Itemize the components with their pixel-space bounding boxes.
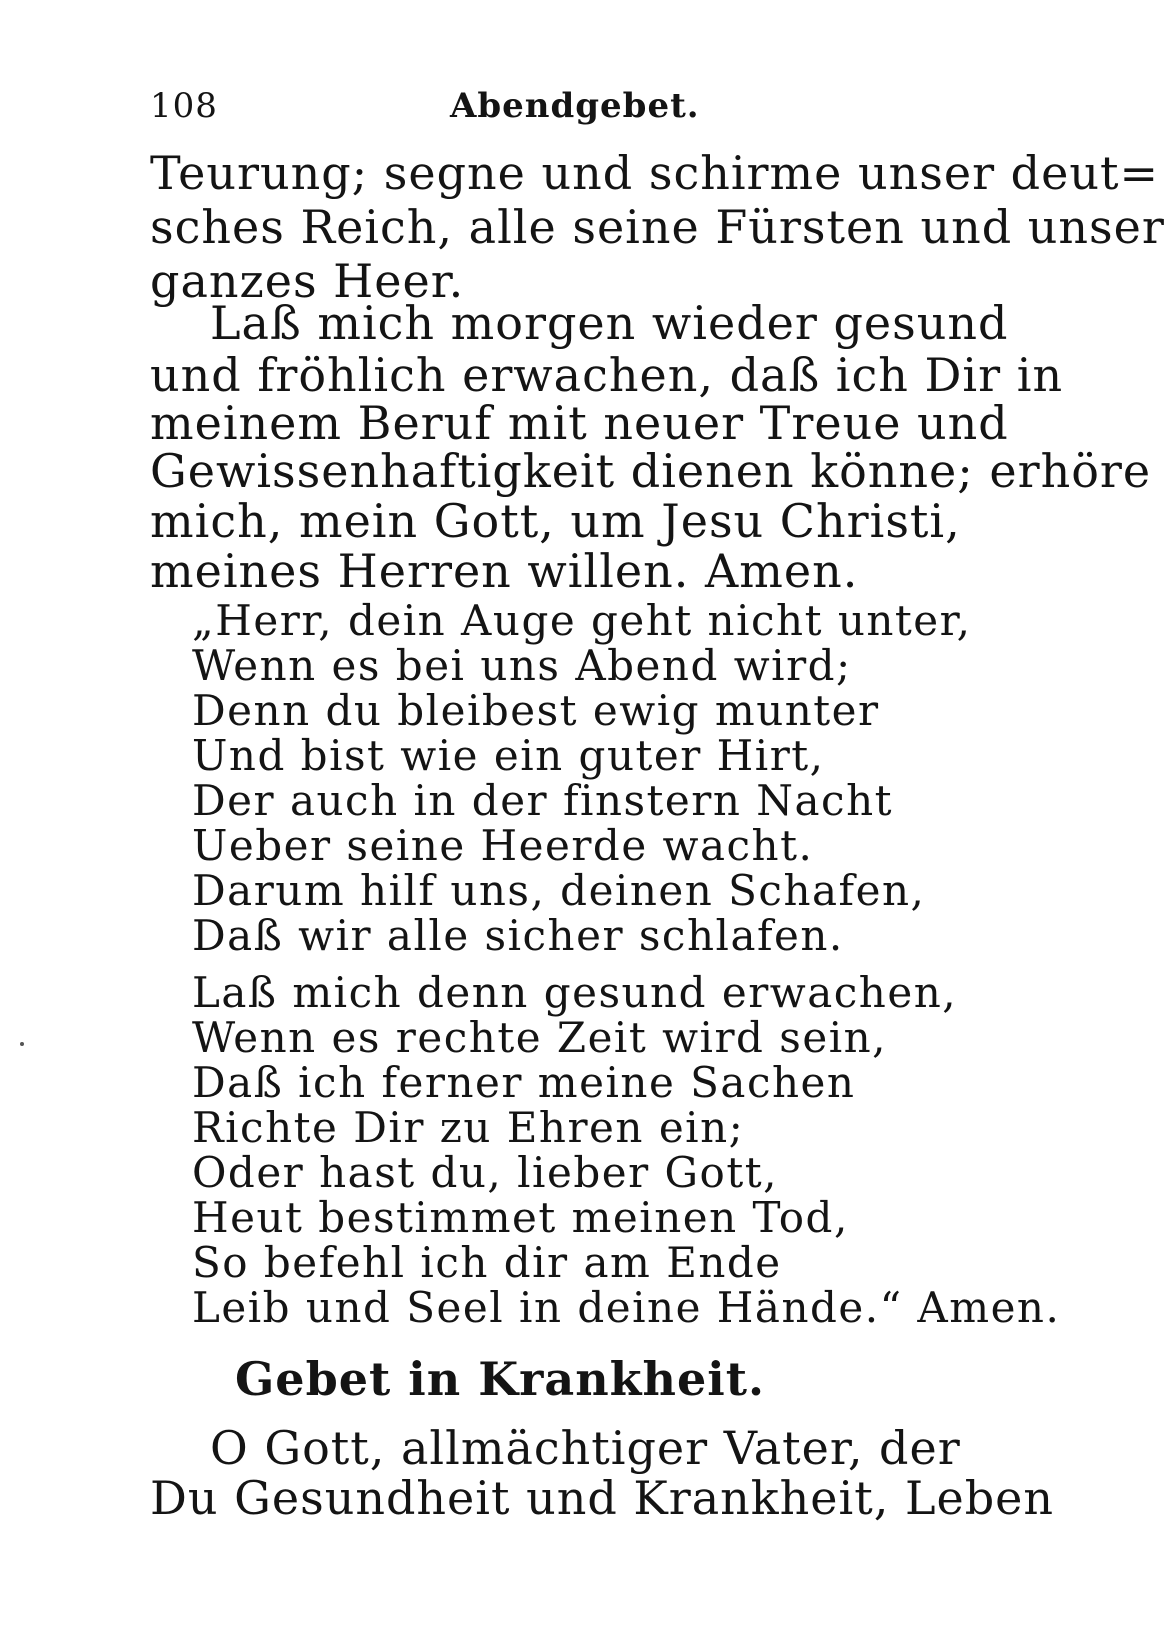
- page-number: 108: [150, 86, 218, 126]
- prose-line: Du Gesundheit und Krankheit, Leben: [150, 1471, 1055, 1525]
- margin-speck: [20, 1042, 24, 1046]
- prose-line: O Gott, allmächtiger Vater, der: [210, 1421, 961, 1475]
- verse-line: Daß wir alle sicher schlafen.: [192, 911, 844, 960]
- verse-line: Leib und Seel in deine Hände.“ Amen.: [192, 1283, 1061, 1332]
- prose-line: Gewissenhaftigkeit dienen könne; erhöre: [150, 444, 1152, 498]
- verse-line: Wenn es rechte Zeit wird sein,: [192, 1013, 888, 1062]
- verse-line: Denn du bleibest ewig munter: [192, 686, 880, 735]
- verse-line: Der auch in der finstern Nacht: [192, 776, 894, 825]
- verse-line: Daß ich ferner meine Sachen: [192, 1058, 856, 1107]
- verse-line: Darum hilf uns, deinen Schafen,: [192, 866, 926, 915]
- prose-line: meines Herren willen. Amen.: [150, 544, 859, 598]
- prose-line: ganzes Heer.: [150, 254, 465, 308]
- verse-line: Wenn es bei uns Abend wird;: [192, 641, 852, 690]
- prose-line: meinem Beruf mit neuer Treue und: [150, 396, 1009, 450]
- verse-line: Laß mich denn gesund erwachen,: [192, 968, 958, 1017]
- verse-line: Oder hast du, lieber Gott,: [192, 1148, 778, 1197]
- verse-line: So befehl ich dir am Ende: [192, 1238, 782, 1287]
- verse-line: „Herr, dein Auge geht nicht unter,: [192, 596, 972, 645]
- verse-line: Richte Dir zu Ehren ein;: [192, 1103, 745, 1152]
- verse-line: Und bist wie ein guter Hirt,: [192, 731, 825, 780]
- running-head: Abendgebet.: [450, 86, 700, 126]
- prose-line: Laß mich morgen wieder gesund: [210, 296, 1009, 350]
- section-heading: Gebet in Krankheit.: [235, 1352, 765, 1406]
- prose-line: und fröhlich erwachen, daß ich Dir in: [150, 348, 1064, 402]
- prose-line: sches Reich, alle seine Fürsten und unser: [150, 200, 1165, 254]
- verse-line: Ueber seine Heerde wacht.: [192, 821, 814, 870]
- prose-line: Teurung; segne und schirme unser deut=: [150, 146, 1160, 200]
- prose-line: mich, mein Gott, um Jesu Christi,: [150, 494, 961, 548]
- page-header: [150, 86, 700, 134]
- verse-line: Heut bestimmet meinen Tod,: [192, 1193, 849, 1242]
